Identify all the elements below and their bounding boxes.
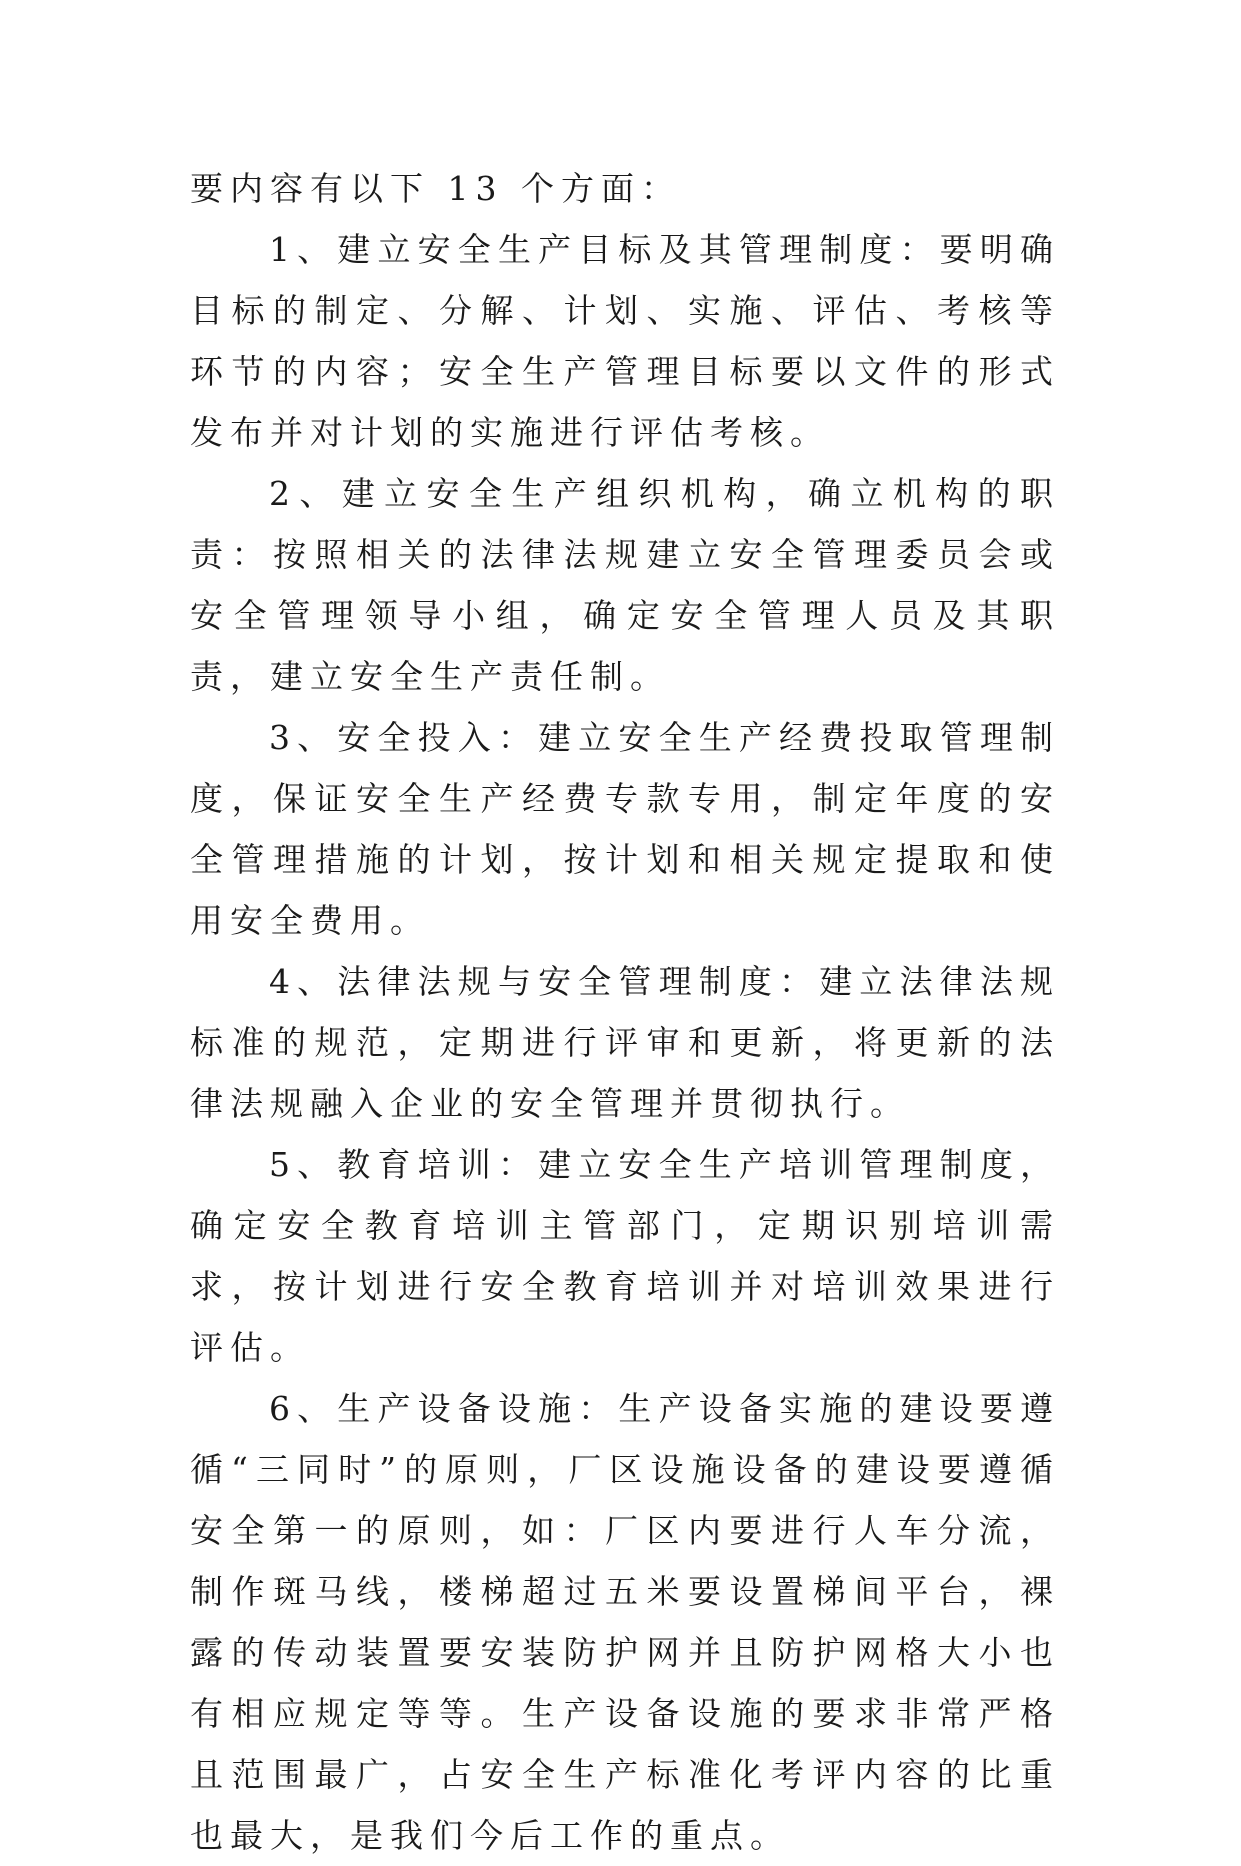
document-body [190,158,1060,1866]
paragraph-6: 6、生产设备设施：生产设备实施的建设要遵循“三同时”的原则，厂区设施设备的建设要遵循安全第一的原则，如：厂区内要进行人车分流，制作斑马线，楼梯超过五米要设置梯间平台，裸露的传动装置要安装防护网并且防护网格大小也有相应规定等等。生产设备设施的要求非常严格且范围最广，占安全生产标准化考评内容的比重也最大，是我们今后工作的重点。 [190,1389,1060,1855]
paragraph-4: 4、法律法规与安全管理制度：建立法律法规标准的规范，定期进行评审和更新，将更新的法律法规融入企业的安全管理并贯彻执行。 [190,962,1060,1123]
intro-line: 要内容有以下 13 个方面： [190,169,681,208]
paragraph-5: 5、教育培训：建立安全生产培训管理制度，确定安全教育培训主管部门，定期识别培训需求，按计划进行安全教育培训并对培训效果进行评估。 [190,1145,1060,1367]
paragraph-3: 3、安全投入：建立安全生产经费投取管理制度，保证安全生产经费专款专用，制定年度的安全管理措施的计划，按计划和相关规定提取和使用安全费用。 [190,718,1060,940]
paragraph-1: 1、建立安全生产目标及其管理制度：要明确目标的制定、分解、计划、实施、评估、考核等环节的内容；安全生产管理目标要以文件的形式发布并对计划的实施进行评估考核。 [190,230,1060,452]
paragraph-2: 2、建立安全生产组织机构，确立机构的职责：按照相关的法律法规建立安全管理委员会或安全管理领导小组，确定安全管理人员及其职责，建立安全生产责任制。 [190,474,1060,696]
